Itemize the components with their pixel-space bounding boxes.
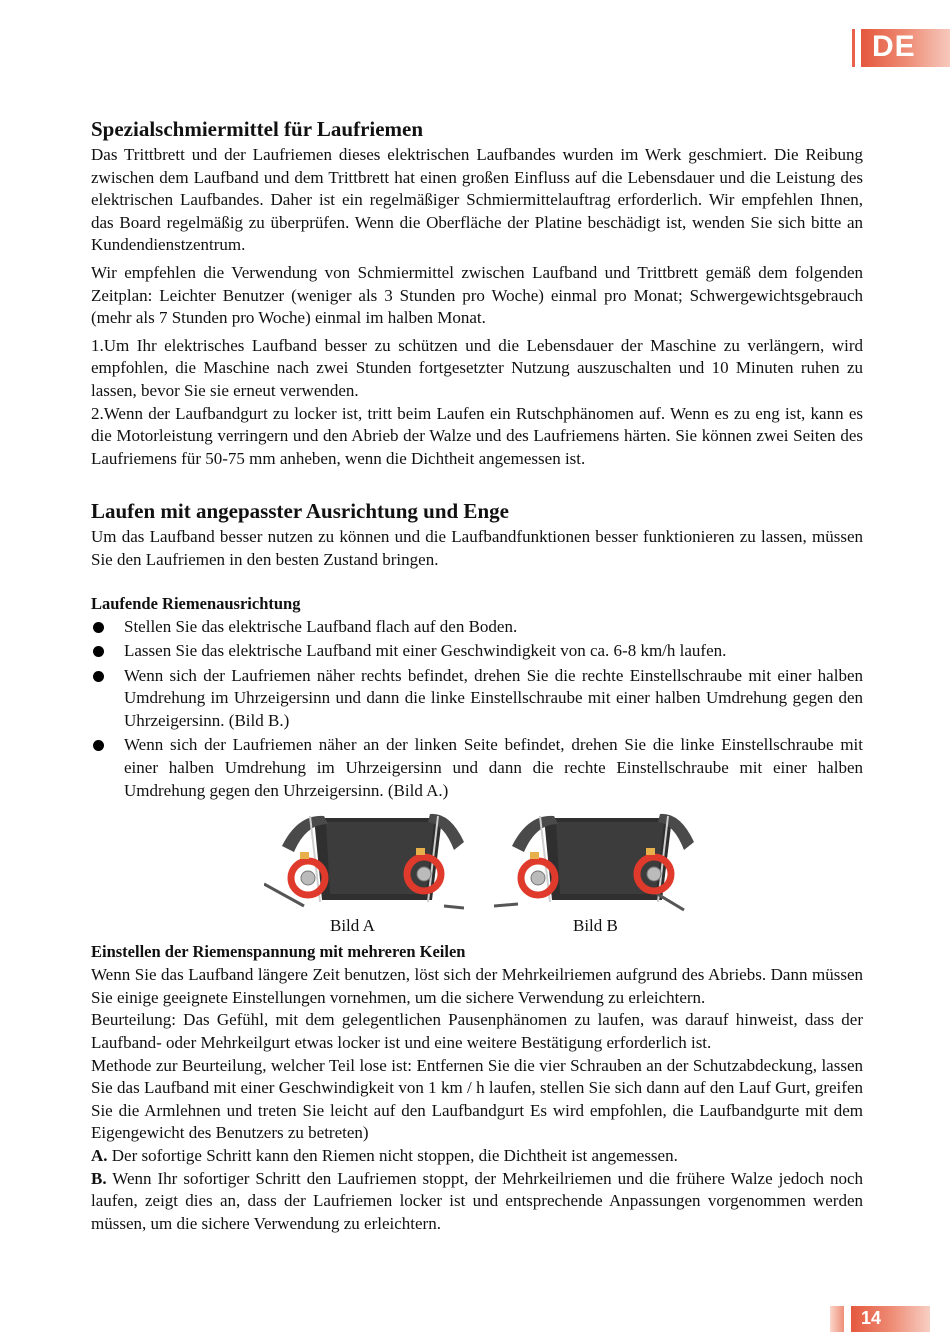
- list-item: Lassen Sie das elektrische Laufband mit einer Geschwindigkeit von ca. 6-8 km/h laufen.: [91, 640, 863, 663]
- paragraph-b: B. Wenn Ihr sofortiger Schritt den Laufriemen stoppt, der Mehrkeilriemen und die frühere Walze jedoch noch laufen, zeigt dies an, dass der Laufriemen locker ist und entsprechende Anpassungen vorgenommen werden müssen, um die sichere Verwendung zu erleichtern.: [91, 1168, 863, 1233]
- paragraph: 2.Wenn der Laufbandgurt zu locker ist, tritt beim Laufen ein Rutschphänomen auf. Wenn es zu eng ist, kann es die Motorleistung verringern und den Abrieb der Walze und des Laufriemens härten. Sie können zwei Seiten des Laufriemens für 50-75 mm anheben, wenn die Dichtheit angemessen ist.: [91, 403, 863, 468]
- list-item: Stellen Sie das elektrische Laufband flach auf den Boden.: [91, 616, 863, 639]
- subsection-title-tension: Einstellen der Riemenspannung mit mehreren Keilen: [91, 942, 466, 962]
- page-number-bar: [846, 1306, 849, 1332]
- language-tab: [852, 29, 950, 67]
- paragraph: Um das Laufband besser nutzen zu können und die Laufbandfunktionen besser funktionieren zu lassen, müssen Sie den Laufriemen in den besten Zustand bringen.: [91, 527, 863, 569]
- bullet-list: [91, 616, 863, 803]
- bullet-icon: [93, 740, 104, 751]
- paragraph: Wenn Sie das Laufband längere Zeit benutzen, löst sich der Mehrkeilriemen aufgrund des Abriebs. Dann müssen Sie einige geeignete Einstellungen vornehmen, um die sichere Verwendung zu erleichtern.: [91, 965, 863, 1007]
- bullet-icon: [93, 622, 104, 633]
- figure-adjustment-bolts: [91, 812, 863, 940]
- paragraph: Wir empfehlen die Verwendung von Schmiermittel zwischen Laufband und Trittbrett gemäß dem folgenden Zeitplan: Leichter Benutzer (weniger als 3 Stunden pro Woche) einmal pro Monat; Schwergewichtsgebrauch (mehr als 7 Stunden pro Woche) einmal im halben Monat.: [91, 262, 863, 328]
- paragraph: Methode zur Beurteilung, welcher Teil lose ist: Entfernen Sie die vier Schrauben an der Schutzabdeckung, lassen Sie das Laufband mit einer Geschwindigkeit von 1 km / h laufen, stellen Sie sich dann auf den Lauf Gurt, greifen Sie die Armlehnen und treten Sie leicht auf den Laufbandgurt Es wird empfohlen, die Laufbandgurte mit dem Eigengewicht des Benutzers zu betreten): [91, 1055, 863, 1143]
- treadmill-photo-b: [494, 812, 694, 916]
- caption-bild-b: Bild B: [573, 916, 618, 936]
- paragraph: 1.Um Ihr elektrisches Laufband besser zu schützen und die Lebensdauer der Maschine zu verlängern, wird empfohlen, die Maschine nach zwei Stunden fortgesetzter Nutzung auszuschalten und 10 Minuten ruhen zu lassen, bevor Sie sie erneut verwenden.: [91, 335, 863, 400]
- page-number-tab: [830, 1306, 950, 1332]
- page-number-gradient: [830, 1306, 844, 1332]
- language-tab-label: DE: [872, 30, 916, 63]
- list-item: Wenn sich der Laufriemen näher rechts befindet, drehen Sie die rechte Einstellschraube mit einer halben Umdrehung im Uhrzeigersinn und dann die linke Einstellschraube mit einer halben Umdrehung gegen den Uhrzeigersinn. (Bild B.): [91, 665, 863, 733]
- caption-bild-a: Bild A: [330, 916, 375, 936]
- bullet-icon: [93, 646, 104, 657]
- page-number: 14: [861, 1308, 882, 1328]
- section-title-lubricant: Spezialschmiermittel für Laufriemen: [91, 117, 424, 141]
- paragraph: Das Trittbrett und der Laufriemen dieses elektrischen Laufbandes wurden im Werk geschmiert. Die Reibung zwischen dem Laufband und dem Trittbrett hat einen großen Einfluss auf die Lebensdauer und die Leistung des elektrischen Laufbandes. Daher ist ein regelmäßiger Schmiermittelauftrag erforderlich. Wir empfehlen Ihnen, das Board regelmäßig zu überprüfen. Wenn die Oberfläche der Platine beschädigt ist, wenden Sie sich bitte an Kundendienstzentrum.: [91, 145, 863, 255]
- treadmill-photo-a: [264, 812, 464, 916]
- paragraph-a: A. Der sofortige Schritt kann den Riemen nicht stoppen, die Dichtheit ist angemessen.: [91, 1146, 678, 1165]
- paragraph: Beurteilung: Das Gefühl, mit dem gelegentlichen Pausenphänomen zu laufen, was darauf hinweist, dass der Laufband- oder Mehrkeilgurt etwas locker ist und eine weitere Bestätigung erforderlich ist.: [91, 1010, 863, 1053]
- bullet-icon: [93, 671, 104, 682]
- subsection-title-alignment: Laufende Riemenausrichtung: [91, 593, 301, 613]
- list-item: Wenn sich der Laufriemen näher an der linken Seite befindet, drehen Sie die linke Einstellschraube mit einer halben Umdrehung im Uhrzeigersinn und dann die rechte Einstellschraube mit einer halben Umdrehung gegen den Uhrzeigersinn. (Bild A.): [91, 734, 863, 802]
- language-tab-bar: [852, 29, 855, 67]
- page-content: [91, 114, 863, 1235]
- section-title-alignment: Laufen mit angepasster Ausrichtung und Enge: [91, 499, 509, 524]
